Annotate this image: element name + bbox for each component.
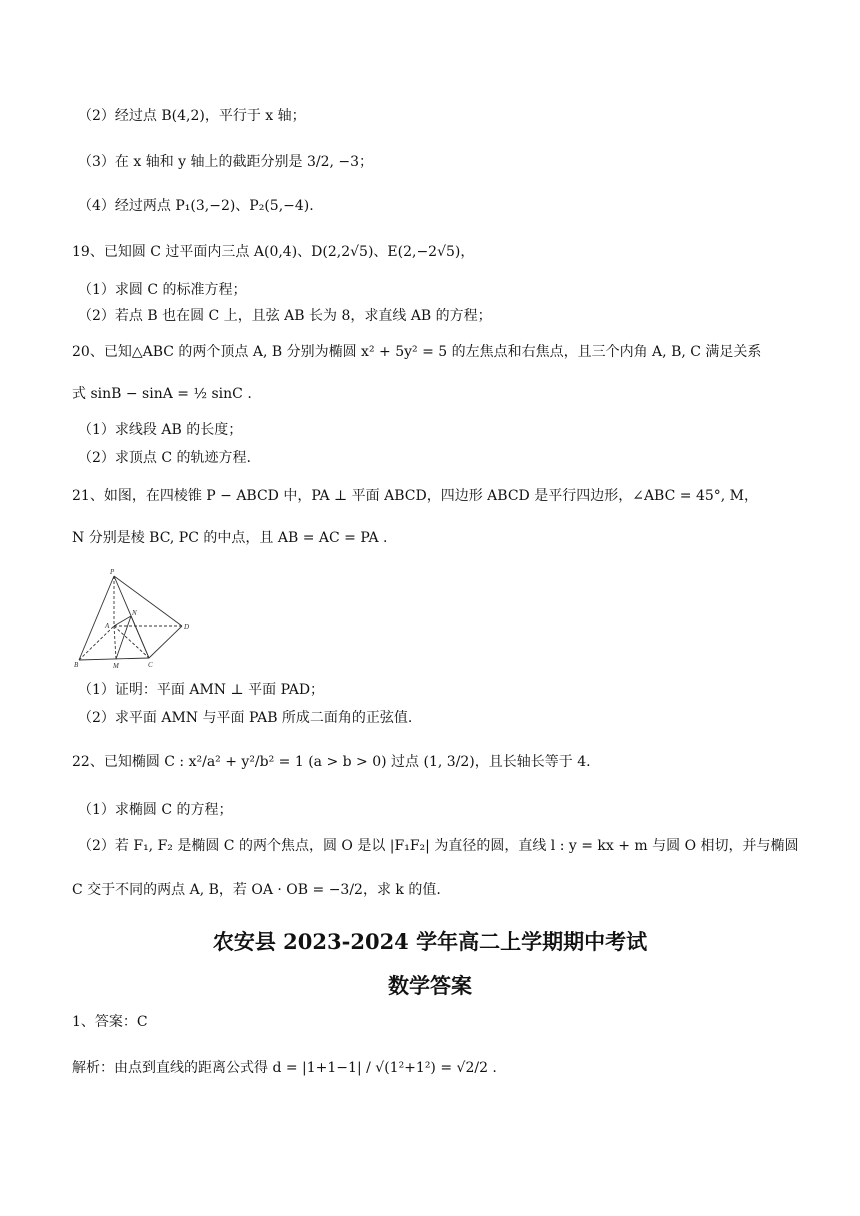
label-D: D [184,623,190,631]
label-P: P [110,568,115,576]
label-B: B [74,661,79,669]
answer-subtitle: 数学答案 [388,973,472,998]
q20-part1: （1）求线段 AB 的长度； [78,422,243,438]
q22-part1: （1）求椭圆 C 的方程； [78,802,233,818]
pyramid-figure [74,566,196,670]
label-N: N [132,609,137,617]
q21-part1: （1）证明：平面 AMN ⊥ 平面 PAD； [78,682,325,698]
q22-stem: 22、已知椭圆 C : x²/a² + y²/b² = 1 (a > b > 0) 过点 (1, 3/2)，且长轴长等于 4. [72,754,591,770]
q22-part2: （2）若 F₁, F₂ 是椭圆 C 的两个焦点，圆 O 是以 |F₁F₂| 为直径的圆，直线 l : y = kx + m 与圆 O 相切，并与椭圆 [78,838,799,854]
q19-stem: 19、已知圆 C 过平面内三点 A(0,4)、D(2,2√5)、E(2,−2√5)， [72,244,475,260]
q21-stem: 21、如图，在四棱锥 P − ABCD 中，PA ⊥ 平面 ABCD，四边形 ABCD 是平行四边形，∠ABC = 45°, M， [72,488,758,504]
q21-part2: （2）求平面 AMN 与平面 PAB 所成二面角的正弦值. [78,710,413,726]
q18-part4: （4）经过两点 P₁(3,−2)、P₂(5,−4). [78,198,314,214]
label-C: C [148,661,153,669]
q18-part3: （3）在 x 轴和 y 轴上的截距分别是 3/2, −3； [78,154,374,170]
q20-part2: （2）求顶点 C 的轨迹方程. [78,450,251,466]
label-A: A [105,622,110,630]
answer-1-explanation: 解析：由点到直线的距离公式得 d = |1+1−1| / √(1²+1²) = √2/2 . [72,1060,497,1076]
q19-part1: （1）求圆 C 的标准方程； [78,282,247,298]
q19-part2: （2）若点 B 也在圆 C 上，且弦 AB 长为 8，求直线 AB 的方程； [78,308,492,324]
label-M: M [113,662,119,670]
answer-1: 1、答案：C [72,1014,148,1030]
q20-stem-cont: 式 sinB − sinA = ½ sinC . [72,386,252,402]
q18-part2: （2）经过点 B(4,2)，平行于 x 轴； [78,108,306,124]
q20-stem: 20、已知△ABC 的两个顶点 A, B 分别为椭圆 x² + 5y² = 5 的左焦点和右焦点，且三个内角 A, B, C 满足关系 [72,344,762,360]
answer-title: 农安县 2023-2024 学年高二上学期期中考试 [212,929,648,954]
q21-stem-cont: N 分别是棱 BC, PC 的中点，且 AB = AC = PA . [72,530,388,546]
q22-part2-cont: C 交于不同的两点 A, B，若 OA · OB = −3/2，求 k 的值. [72,882,441,898]
